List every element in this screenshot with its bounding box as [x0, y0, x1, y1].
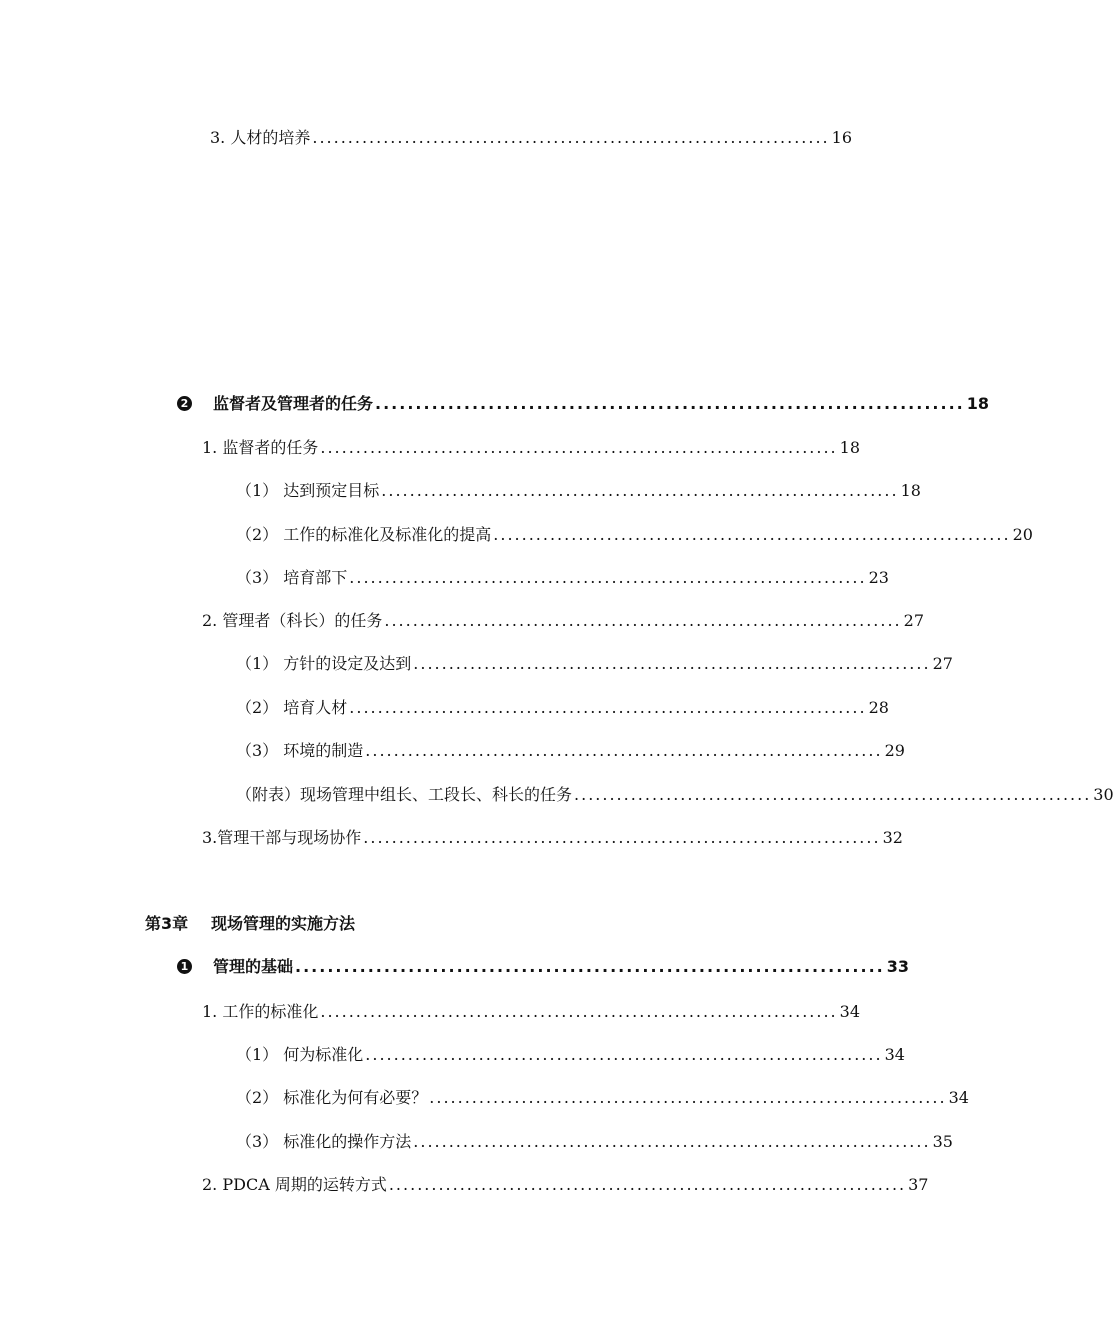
toc-entry-text: （2） 培育人材 — [236, 698, 348, 717]
toc-page-number: 18 — [839, 438, 860, 457]
toc-page-number: 27 — [932, 654, 953, 673]
toc-entry-text: 1. 监督者的任务 — [202, 438, 319, 457]
toc-entry-text: （3） 环境的制造 — [236, 741, 364, 760]
toc-page-number: 20 — [1012, 525, 1033, 544]
toc-page-number: 34 — [839, 1002, 860, 1021]
toc-leader-dots: ......................................................................... — [365, 1045, 883, 1064]
bullet-number-icon: 1 — [177, 959, 192, 974]
toc-page-number: 30 — [1093, 785, 1114, 804]
toc-entry[interactable] — [236, 785, 1114, 805]
toc-entry[interactable] — [236, 1088, 969, 1108]
toc-entry-text: 3.管理干部与现场协作 — [202, 828, 362, 847]
toc-page-number: 23 — [868, 568, 889, 587]
toc-entry[interactable] — [236, 1045, 905, 1065]
toc-entry-text: （3） 培育部下 — [236, 568, 348, 587]
toc-page-number: 28 — [868, 698, 889, 717]
toc-entry-text: （2） 工作的标准化及标准化的提高 — [236, 525, 492, 544]
toc-section-heading[interactable] — [213, 957, 909, 977]
toc-entry[interactable] — [236, 741, 905, 761]
toc-page-number: 32 — [882, 828, 903, 847]
toc-leader-dots: ......................................................................... — [320, 1002, 838, 1021]
toc-page-number: 18 — [900, 481, 921, 500]
bullet-number-icon: 2 — [177, 396, 192, 411]
toc-entry[interactable] — [202, 1002, 860, 1022]
chapter-title: 现场管理的实施方法 — [211, 914, 356, 933]
toc-leader-dots: ......................................................................... — [493, 525, 1011, 544]
toc-entry[interactable] — [202, 611, 924, 631]
toc-entry-text: （3） 标准化的操作方法 — [236, 1132, 412, 1151]
toc-entry-text: 管理的基础 — [213, 957, 294, 976]
toc-leader-dots: ......................................................................... — [349, 568, 867, 587]
toc-leader-dots: ......................................................................... — [413, 654, 931, 673]
toc-leader-dots: ......................................................................... — [413, 1132, 931, 1151]
toc-page-number: 35 — [932, 1132, 953, 1151]
toc-entry-text: 监督者及管理者的任务 — [213, 394, 374, 413]
toc-entry[interactable] — [202, 438, 860, 458]
toc-page-number: 16 — [831, 128, 852, 147]
toc-entry[interactable] — [236, 525, 1033, 545]
toc-leader-dots: ......................................................................... — [363, 828, 881, 847]
toc-entry[interactable] — [210, 128, 852, 148]
toc-page-number: 29 — [884, 741, 905, 760]
toc-entry[interactable] — [202, 828, 903, 848]
toc-leader-dots: ......................................................................... — [349, 698, 867, 717]
toc-entry[interactable] — [236, 568, 889, 588]
chapter-number: 第3章 — [145, 914, 189, 933]
toc-page-number: 27 — [903, 611, 924, 630]
toc-entry-text: 2. PDCA 周期的运转方式 — [202, 1175, 387, 1194]
toc-entry[interactable] — [236, 1132, 953, 1152]
toc-page-number: 34 — [884, 1045, 905, 1064]
toc-entry[interactable] — [236, 654, 953, 674]
toc-entry-text: （附表）现场管理中组长、工段长、科长的任务 — [236, 785, 573, 804]
toc-section-heading[interactable] — [213, 394, 989, 414]
chapter-heading[interactable] — [145, 914, 355, 934]
toc-leader-dots: ......................................................................... — [365, 741, 883, 760]
toc-leader-dots: ......................................................................... — [320, 438, 838, 457]
toc-leader-dots: ......................................................................... — [295, 957, 885, 976]
toc-leader-dots: ......................................................................... — [375, 394, 965, 413]
toc-entry-text: （1） 达到预定目标 — [236, 481, 380, 500]
toc-entry-text: （2） 标准化为何有必要？ — [236, 1088, 428, 1107]
toc-entry[interactable] — [236, 481, 921, 501]
toc-leader-dots: ......................................................................... — [384, 611, 902, 630]
toc-entry[interactable] — [202, 1175, 929, 1195]
toc-page-number: 18 — [966, 394, 989, 413]
toc-entry-text: 2. 管理者（科长）的任务 — [202, 611, 383, 630]
toc-leader-dots: ......................................................................... — [388, 1175, 907, 1194]
toc-entry-text: 3. 人材的培养 — [210, 128, 311, 147]
toc-entry-text: （1） 何为标准化 — [236, 1045, 364, 1064]
toc-entry-text: 1. 工作的标准化 — [202, 1002, 319, 1021]
toc-leader-dots: ......................................................................... — [574, 785, 1092, 804]
toc-entry[interactable] — [236, 698, 889, 718]
toc-leader-dots: ......................................................................... — [429, 1088, 947, 1107]
toc-entry-text: （1） 方针的设定及达到 — [236, 654, 412, 673]
toc-page-number: 34 — [948, 1088, 969, 1107]
toc-page-number: 33 — [886, 957, 909, 976]
toc-leader-dots: ......................................................................... — [381, 481, 899, 500]
toc-page-number: 37 — [908, 1175, 929, 1194]
toc-leader-dots: ......................................................................... — [312, 128, 830, 147]
